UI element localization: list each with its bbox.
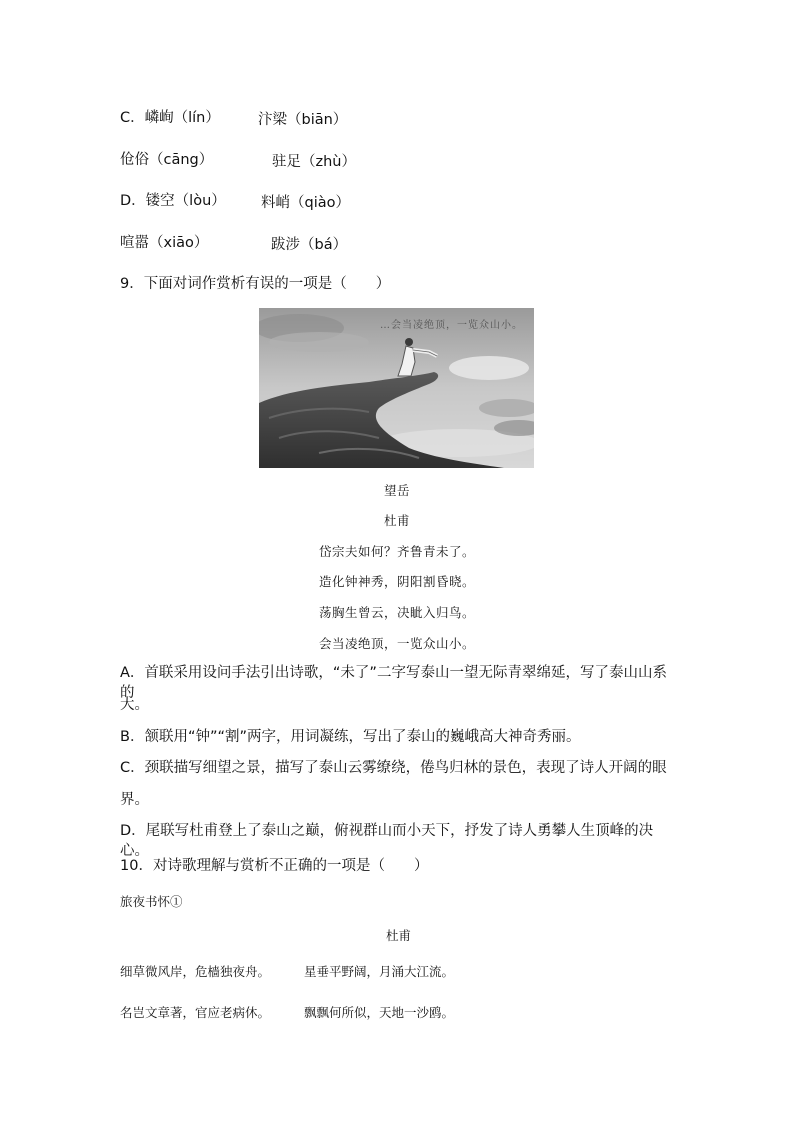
q9-option-c-line-1: C．颈联描写细望之景，描写了泰山云雾缭绕，倦鸟归林的景色，表现了诗人开阔的眼 (120, 760, 667, 776)
q10-poem-title: 旅夜书怀① (120, 894, 183, 909)
poet-on-cliff-illustration (259, 308, 534, 468)
option-c-item-4: 驻足（zhù） (272, 154, 356, 170)
q9-option-c-line-2: 界。 (120, 792, 149, 808)
option-c-item-3: 伧俗（cāng） (120, 152, 214, 168)
option-c-item-1: C．嶙峋（lín） (120, 110, 220, 126)
mountain-landscape-image (259, 308, 534, 468)
q9-option-a-line-2: 大。 (120, 697, 149, 713)
q10-poem-author: 杜甫 (386, 928, 412, 943)
option-d-item-4: 跋涉（bá） (271, 237, 348, 253)
q9-option-d: D．尾联写杜甫登上了泰山之巅，俯视群山而小天下，抒发了诗人勇攀人生顶峰的决心。 (120, 823, 654, 859)
option-c-item-2: 汴梁（biān） (258, 112, 348, 128)
option-d-item-3: 喧嚣（xiāo） (120, 235, 209, 251)
poem-author: 杜甫 (383, 513, 410, 528)
option-d-item-2: 料峭（qiào） (261, 195, 350, 211)
q9-option-b: B．颔联用“钟”“割”两字，用词凝练，写出了泰山的巍峨高大神奇秀丽。 (120, 729, 581, 745)
poem-title: 望岳 (383, 483, 410, 498)
option-d-item-1: D．镂空（lòu） (120, 193, 226, 209)
q10-poem-line-1a: 细草微风岸，危樯独夜舟。 (120, 964, 271, 979)
illustration-caption: …会当凌绝顶，一览众山小。 (380, 320, 523, 331)
question-9-stem: 9．下面对词作赏析有误的一项是（ ） (120, 276, 391, 292)
poem-line-4: 会当凌绝顶，一览众山小。 (318, 636, 475, 651)
poem-line-3: 荡胸生曾云，决眦入归鸟。 (318, 605, 475, 620)
poem-line-2: 造化钟神秀，阴阳割昏晓。 (318, 574, 475, 589)
q10-poem-line-2a: 名岂文章著，官应老病休。 (120, 1005, 271, 1020)
poem-line-1: 岱宗夫如何？齐鲁青未了。 (318, 544, 475, 559)
question-10-stem: 10．对诗歌理解与赏析不正确的一项是（ ） (120, 858, 429, 874)
q10-poem-line-1b: 星垂平野阔，月涌大江流。 (304, 964, 455, 979)
q10-poem-line-2b: 飘飘何所似，天地一沙鸥。 (304, 1005, 455, 1020)
q9-option-a-line-1: A．首联采用设问手法引出诗歌，“未了”二字写泰山一望无际青翠绵延，写了泰山山系的 (120, 665, 667, 701)
